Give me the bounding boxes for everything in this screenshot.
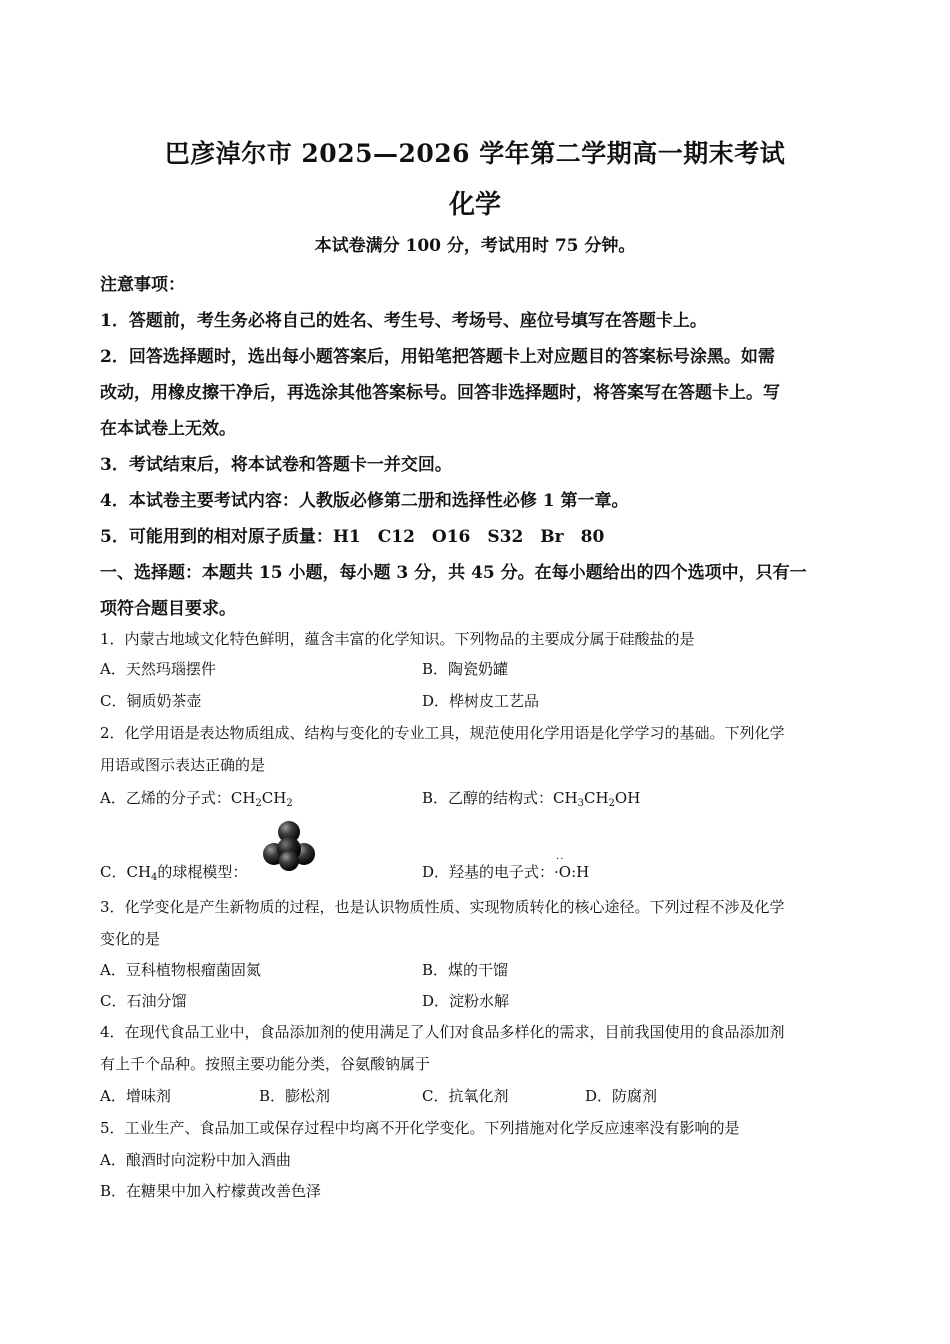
notice-item-5: 5．可能用到的相对原子质量：H1 C12 O16 S32 Br 80 [100, 527, 605, 547]
formula-part: CH [261, 789, 287, 807]
q5-option-b: B．在糖果中加入柠檬黄改善色泽 [100, 1182, 322, 1200]
notice-item-1: 1．答题前，考生务必将自己的姓名、考生号、考场号、座位号填写在答题卡上。 [100, 311, 707, 331]
formula-part: :H [571, 863, 590, 881]
q4-option-d: D．防腐剂 [585, 1087, 658, 1105]
ball-and-stick-model-image [262, 820, 316, 872]
q3-option-a: A．豆科植物根瘤菌固氮 [100, 961, 261, 979]
formula-part: CH [126, 863, 152, 881]
q2-option-c-suffix: 的球棍模型： [157, 863, 248, 881]
notice-item-4: 4．本试卷主要考试内容：人教版必修第二册和选择性必修 1 第一章。 [100, 491, 629, 511]
q1-option-a: A．天然玛瑙摆件 [100, 660, 216, 678]
formula-subscript: 2 [608, 798, 615, 809]
q2-option-a [100, 787, 293, 809]
hydrogen-ball [279, 851, 299, 871]
q4-stem-line-2: 有上千个品种。按照主要功能分类，谷氨酸钠属于 [100, 1055, 431, 1073]
q4-option-b: B．膨松剂 [259, 1087, 331, 1105]
lone-pair-dots: ·· [556, 854, 565, 865]
formula-subscript: 2 [255, 798, 262, 809]
formula-part: CH [583, 789, 609, 807]
formula-part: ·O [554, 863, 572, 881]
q2-option-c [100, 861, 247, 883]
formula-subscript: 4 [151, 872, 158, 883]
formula-subscript: 3 [577, 798, 584, 809]
q1-option-d: D．桦树皮工艺品 [422, 692, 540, 710]
q2-option-d [422, 854, 590, 882]
q1-option-b: B．陶瓷奶罐 [422, 660, 509, 678]
q2-stem-line-1: 2．化学用语是表达物质组成、结构与变化的专业工具，规范使用化学用语是化学学习的基础。下列化学 [100, 724, 785, 742]
q2-stem-line-2: 用语或图示表达正确的是 [100, 756, 266, 774]
notice-heading: 注意事项： [100, 275, 185, 295]
formula-part: CH [230, 789, 256, 807]
electron-formula [554, 854, 572, 881]
q2-option-c-label: C． [100, 863, 127, 881]
q2-option-b-label: B．乙醇的结构式： [422, 789, 554, 807]
formula-part: CH [553, 789, 578, 807]
notice-item-2-line-3: 在本试卷上无效。 [100, 419, 236, 439]
formula-part: OH [614, 789, 641, 807]
exam-title: 巴彦淖尔市 2025—2026 学年第二学期高一期末考试 [164, 139, 786, 168]
notice-item-2-line-2: 改动，用橡皮擦干净后，再选涂其他答案标号。回答非选择题时，将答案写在答题卡上。写 [100, 383, 780, 403]
subject-title: 化学 [448, 190, 501, 220]
exam-info: 本试卷满分 100 分，考试用时 75 分钟。 [314, 236, 636, 256]
q3-stem-line-2: 变化的是 [100, 930, 161, 948]
q1-option-c: C．铜质奶茶壶 [100, 692, 202, 710]
notice-item-3: 3．考试结束后，将本试卷和答题卡一并交回。 [100, 455, 452, 475]
section-1-heading-line-1: 一、选择题：本题共 15 小题，每小题 3 分，共 45 分。在每小题给出的四个选项中，只有一 [100, 563, 807, 583]
section-1-heading-line-2: 项符合题目要求。 [100, 599, 236, 619]
notice-item-2-line-1: 2．回答选择题时，选出每小题答案后，用铅笔把答题卡上对应题目的答案标号涂黑。如需 [100, 347, 775, 367]
q4-option-c: C．抗氧化剂 [422, 1087, 509, 1105]
q2-option-b [422, 787, 640, 809]
q3-stem-line-1: 3．化学变化是产生新物质的过程，也是认识物质性质、实现物质转化的核心途径。下列过程不涉及化学 [100, 898, 785, 916]
q5-option-a: A．酿酒时向淀粉中加入酒曲 [100, 1151, 291, 1169]
q5-stem: 5．工业生产、食品加工或保存过程中均离不开化学变化。下列措施对化学反应速率没有影响的是 [100, 1119, 740, 1137]
q3-option-d: D．淀粉水解 [422, 992, 510, 1010]
q4-stem-line-1: 4．在现代食品工业中，食品添加剂的使用满足了人们对食品多样化的需求，目前我国使用的食品添加剂 [100, 1023, 785, 1041]
q3-option-b: B．煤的干馏 [422, 961, 509, 979]
q1-stem: 1．内蒙古地域文化特色鲜明，蕴含丰富的化学知识。下列物品的主要成分属于硅酸盐的是 [100, 630, 695, 648]
formula-subscript: 2 [286, 798, 293, 809]
q2-option-a-label: A．乙烯的分子式： [100, 789, 231, 807]
q4-option-a: A．增味剂 [100, 1087, 171, 1105]
q2-option-d-label: D．羟基的电子式： [422, 863, 555, 881]
q3-option-c: C．石油分馏 [100, 992, 187, 1010]
